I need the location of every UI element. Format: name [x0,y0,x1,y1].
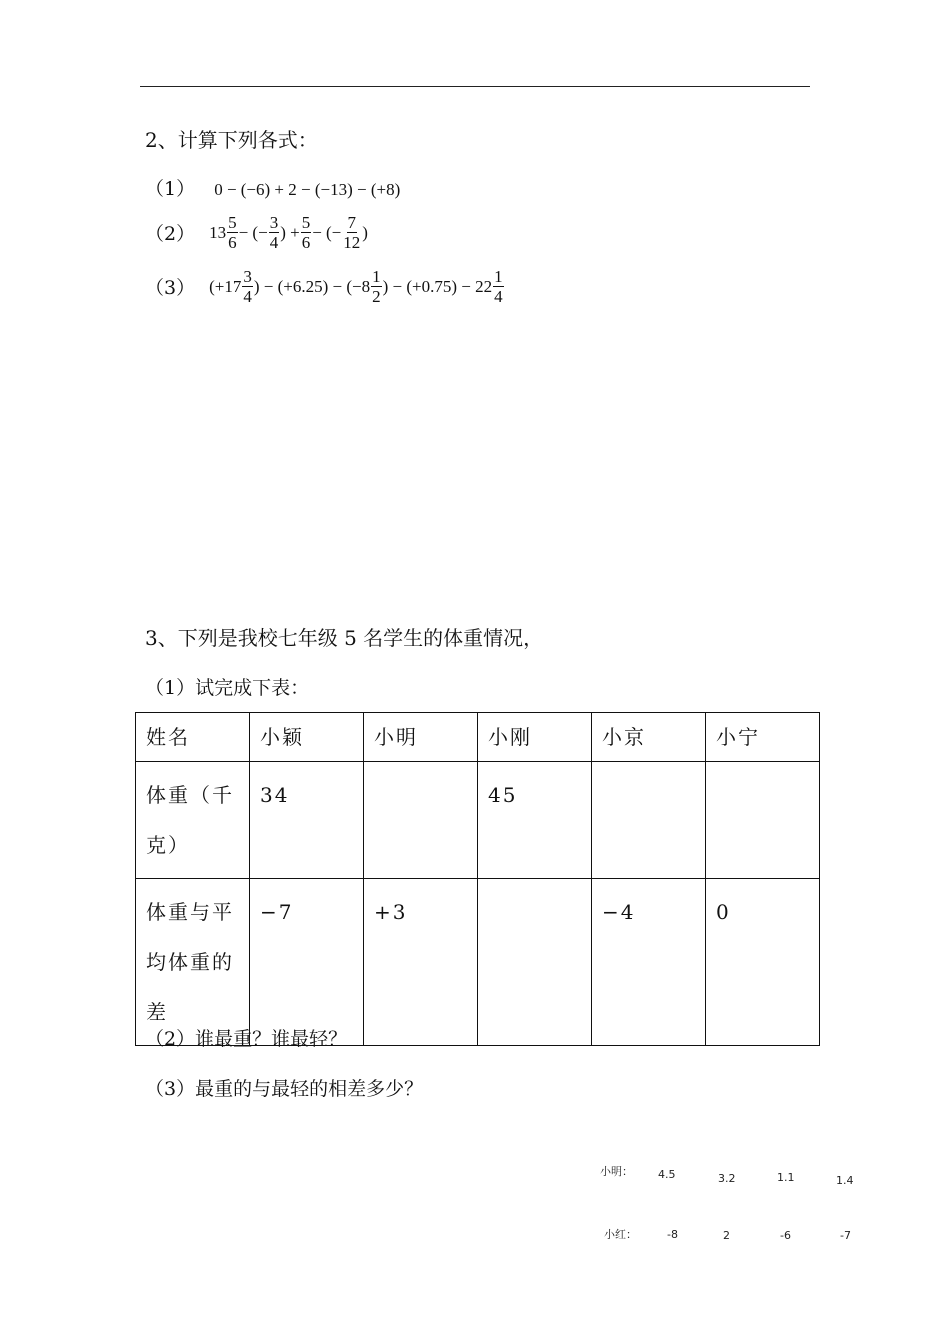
expression [209,268,505,305]
expr-part: ) [362,222,368,242]
question-3-part-1: （1）试完成下表： [145,677,310,699]
numerator: 3 [269,213,279,232]
table-cell: 小宁 [706,713,820,762]
fraction [227,214,238,251]
table-row-difference [136,879,820,1046]
denominator: 4 [243,287,252,306]
table-cell: 小明 [364,713,478,762]
table-cell: 体重（千克） [136,762,250,879]
table-cell: −4 [592,879,706,1046]
question-2-item-1 [145,174,400,201]
item-label: （3） [145,277,196,299]
denominator: 4 [494,287,503,306]
item-label: （1） [145,178,196,200]
expr-part: ) − (+0.75) − 22 [382,276,493,296]
side-note-label: 小明： [600,1165,633,1178]
table-cell [364,762,478,879]
side-note-value: 3.2 [718,1172,736,1185]
expression: 0 − (−6) + 2 − (−13) − (+8) [214,180,401,199]
table-cell: −7 [250,879,364,1046]
expr-part: ) + [280,222,300,242]
table-cell [706,762,820,879]
table-cell: 姓名 [136,713,250,762]
side-note-value: 1.4 [836,1174,854,1187]
question-2-item-3 [145,268,505,305]
denominator: 12 [343,233,361,252]
numerator: 5 [228,213,237,232]
table-row-weight [136,762,820,879]
question-2-item-2 [145,214,368,251]
denominator: 4 [269,233,279,252]
expr-part: − (− [312,222,342,242]
denominator: 2 [372,287,381,306]
weight-table [135,712,820,1046]
table-cell: 小颖 [250,713,364,762]
fraction [493,268,504,305]
expr-part: − (− [238,222,268,242]
table-cell: 体重与平均体重的差 [136,879,250,1046]
fraction [301,214,312,251]
table-row-header [136,713,820,762]
side-note-value: 2 [723,1229,730,1242]
fraction [371,268,382,305]
side-note-value: -7 [840,1229,851,1242]
table-cell: 0 [706,879,820,1046]
table-cell: +3 [364,879,478,1046]
table-cell: 45 [478,762,592,879]
table-cell: 小京 [592,713,706,762]
side-note-value: 1.1 [777,1171,795,1184]
question-3-part-3: （3）最重的与最轻的相差多少？ [145,1078,424,1100]
numerator: 5 [301,213,311,232]
table-cell [592,762,706,879]
denominator: 6 [301,233,311,252]
numerator: 1 [372,267,381,286]
fraction [342,214,361,251]
side-note-label: 小红： [604,1228,637,1241]
table-cell: 34 [250,762,364,879]
denominator: 6 [228,233,237,252]
numerator: 7 [347,213,357,232]
side-note-value: 4.5 [658,1168,676,1181]
item-label: （2） [145,223,196,245]
expr-part: (+17 [209,276,242,296]
question-2-title: 2、计算下列各式： [145,128,318,152]
table-cell: 小刚 [478,713,592,762]
expression [209,214,368,251]
fraction [269,214,280,251]
numerator: 1 [494,267,503,286]
header-rule [140,86,810,87]
numerator: 3 [243,267,252,286]
side-note-value: -8 [667,1228,678,1241]
table-cell [478,879,592,1046]
expr-part: 13 [209,222,227,242]
side-note-value: -6 [780,1229,791,1242]
fraction [242,268,253,305]
question-3-part-2: （2）谁最重？谁最轻？ [145,1028,348,1050]
question-3-title: 3、下列是我校七年级 5 名学生的体重情况， [145,626,544,650]
expr-part: ) − (+6.25) − (−8 [253,276,371,296]
